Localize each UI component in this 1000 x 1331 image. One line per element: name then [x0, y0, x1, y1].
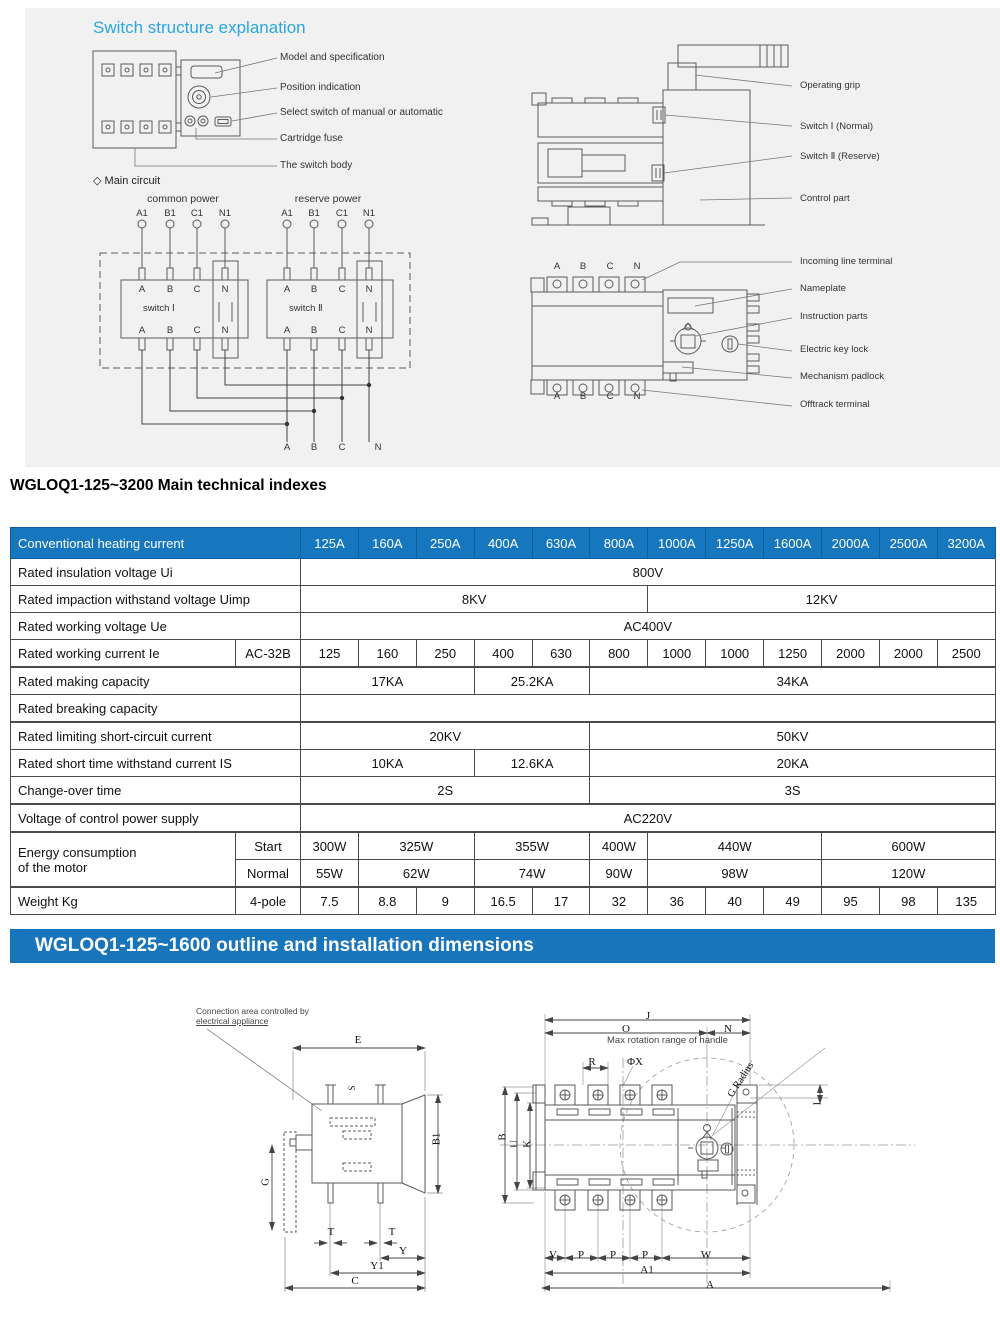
- row-value: 135: [937, 887, 995, 915]
- dim-label-a1: A1: [640, 1264, 654, 1276]
- table-row: [11, 750, 996, 777]
- row-value: 62W: [358, 860, 474, 888]
- row-value: 12.6KA: [474, 750, 590, 777]
- row-value: 25.2KA: [474, 667, 590, 695]
- row-value: 8.8: [358, 887, 416, 915]
- dim-label-v: V: [549, 1249, 557, 1261]
- pole-label: B: [310, 284, 318, 295]
- row-sublabel: Normal: [236, 860, 301, 888]
- panel-terminal-label: C: [606, 261, 614, 272]
- row-value: 20KA: [590, 750, 995, 777]
- outline-section-banner: [10, 929, 995, 963]
- technical-indexes-table: [10, 527, 996, 915]
- dim-label-j: J: [645, 1010, 651, 1022]
- pole-label: B: [166, 284, 174, 295]
- switch-panel-view-diagram: [530, 250, 800, 420]
- table-row: [11, 667, 996, 695]
- pole-label: N: [365, 325, 373, 336]
- table-row: [11, 832, 996, 860]
- max-rotation-note: Max rotation range of handle: [607, 1035, 728, 1046]
- callout-switch-body: The switch body: [280, 160, 353, 171]
- row-value: 12KV: [648, 586, 995, 613]
- dim-label-y: Y: [399, 1245, 407, 1257]
- dim-label-t: T: [388, 1226, 396, 1238]
- terminal-label: N1: [362, 208, 376, 219]
- row-value: 355W: [474, 832, 590, 860]
- dim-label-n: N: [724, 1023, 732, 1035]
- panel-terminal-label: N: [633, 261, 641, 272]
- row-value: 800: [590, 640, 648, 668]
- connection-area-note-line2: electrical appliance: [196, 1016, 269, 1026]
- terminal-label: C1: [335, 208, 349, 219]
- dim-label-k: K: [522, 1140, 534, 1148]
- pole-label: C: [338, 284, 346, 295]
- main-circuit-heading-text: Main circuit: [104, 175, 161, 187]
- dim-label-b1: B1: [431, 1132, 443, 1146]
- callout-operating-grip: Operating grip: [800, 80, 861, 91]
- row-label: Rated limiting short-circuit current: [11, 722, 301, 750]
- row-value: 2S: [301, 777, 590, 805]
- table-row: [11, 722, 996, 750]
- pole-label: N: [221, 284, 229, 295]
- callout-mechanism-padlock: Mechanism padlock: [800, 371, 884, 382]
- row-label: Rated breaking capacity: [11, 695, 301, 723]
- callout-model-spec: Model and specification: [280, 52, 385, 63]
- callout-electric-key-lock: Electric key lock: [800, 344, 869, 355]
- main-circuit-heading: [93, 174, 160, 187]
- dim-label-g: G: [260, 1178, 272, 1186]
- row-value: 250: [416, 640, 474, 668]
- panel-terminal-label: C: [606, 391, 614, 402]
- panel-terminal-label: B: [579, 261, 587, 272]
- table-row: [11, 613, 996, 640]
- pole-label: B: [310, 325, 318, 336]
- row-label: Rated impaction withstand voltage Uimp: [11, 586, 301, 613]
- banner-title: WGLOQ1-125~1600 outline and installation dimensions: [35, 935, 534, 956]
- row-value: 16.5: [474, 887, 532, 915]
- dim-label-g-radius: G Radius: [725, 1060, 757, 1100]
- table-row: [11, 640, 996, 668]
- section-title: Switch structure explanation: [93, 18, 306, 37]
- row-value: 17: [532, 887, 590, 915]
- row-value: 2500: [937, 640, 995, 668]
- row-value: 50KV: [590, 722, 995, 750]
- row-value: AC220V: [301, 804, 996, 832]
- row-label: Change-over time: [11, 777, 301, 805]
- column-header: 1250A: [706, 528, 764, 559]
- table-row: [11, 887, 996, 915]
- dim-label-o: O: [622, 1023, 630, 1035]
- table-row: [11, 695, 996, 723]
- dim-label-r: R: [588, 1056, 596, 1068]
- row-sublabel: Start: [236, 832, 301, 860]
- dim-label-p: P: [609, 1249, 617, 1261]
- row-value: 440W: [648, 832, 822, 860]
- row-value: 34KA: [590, 667, 995, 695]
- row-value: 7.5: [301, 887, 359, 915]
- row-value: 2000: [822, 640, 880, 668]
- row-value: 400W: [590, 832, 648, 860]
- pole-label: A: [138, 325, 146, 336]
- row-label: Rated insulation voltage Ui: [11, 559, 301, 586]
- table-row: [11, 586, 996, 613]
- table-row: [11, 804, 996, 832]
- row-value: 1250: [764, 640, 822, 668]
- dim-label-p: P: [577, 1249, 585, 1261]
- row-value: 325W: [358, 832, 474, 860]
- row-value: 20KV: [301, 722, 590, 750]
- callout-cartridge-fuse: Cartridge fuse: [280, 133, 343, 144]
- switch-side-view-diagram: [530, 35, 800, 235]
- pole-label: N: [221, 325, 229, 336]
- common-power-label: common power: [147, 193, 219, 205]
- column-header: 160A: [358, 528, 416, 559]
- dim-label-c: C: [351, 1275, 359, 1287]
- switch1-name: switch Ⅰ: [143, 303, 175, 314]
- column-header: 630A: [532, 528, 590, 559]
- dim-label-phix: ΦX: [627, 1056, 643, 1068]
- row-value: 95: [822, 887, 880, 915]
- row-value: 10KA: [301, 750, 475, 777]
- pole-label: A: [138, 284, 146, 295]
- panel-terminal-label: A: [553, 261, 561, 272]
- row-value: 90W: [590, 860, 648, 888]
- row-value: 1000: [648, 640, 706, 668]
- dim-label-e: E: [354, 1034, 362, 1046]
- terminal-label: A1: [281, 208, 293, 219]
- output-label: A: [283, 442, 291, 453]
- row-label: Rated making capacity: [11, 667, 301, 695]
- terminal-label: B1: [308, 208, 320, 219]
- row-label: [11, 832, 236, 887]
- row-value: 120W: [822, 860, 996, 888]
- pole-label: A: [283, 325, 291, 336]
- switch2-name: switch Ⅱ: [289, 303, 323, 314]
- terminal-label: N1: [218, 208, 232, 219]
- table-row: [11, 777, 996, 805]
- row-value: 600W: [822, 832, 996, 860]
- row-label: Rated short time withstand current IS: [11, 750, 301, 777]
- row-sublabel: AC-32B: [236, 640, 301, 668]
- column-header: 2000A: [822, 528, 880, 559]
- callout-incoming-terminal: Incoming line terminal: [800, 256, 893, 267]
- dim-label-w: W: [700, 1249, 712, 1261]
- table-header-row: [11, 528, 996, 559]
- dim-label-t: T: [327, 1226, 335, 1238]
- panel-terminal-label: A: [553, 391, 561, 402]
- column-header: 400A: [474, 528, 532, 559]
- row-value: 300W: [301, 832, 359, 860]
- row-value: 2000: [879, 640, 937, 668]
- row-value: 49: [764, 887, 822, 915]
- callout-switch1-normal: Switch Ⅰ (Normal): [800, 121, 874, 132]
- switch-front-view-diagram: [85, 45, 285, 185]
- connection-area-note-line1: Connection area controlled by: [196, 1006, 309, 1016]
- column-header: 3200A: [937, 528, 995, 559]
- callout-offtrack-terminal: Offtrack terminal: [800, 399, 870, 410]
- dim-label-p: P: [641, 1249, 649, 1261]
- row-value: 630: [532, 640, 590, 668]
- pole-label: A: [283, 284, 291, 295]
- main-circuit-diagram: [85, 190, 505, 465]
- row-value: 17KA: [301, 667, 475, 695]
- column-header: 250A: [416, 528, 474, 559]
- row-value: 98W: [648, 860, 822, 888]
- terminal-label: C1: [190, 208, 204, 219]
- row-value: 800V: [301, 559, 996, 586]
- pole-label: C: [338, 325, 346, 336]
- row-value: 74W: [474, 860, 590, 888]
- dim-label-a: A: [706, 1279, 714, 1291]
- outline-drawing-side: [160, 1005, 460, 1300]
- row-label: Rated working current Ie: [11, 640, 236, 668]
- column-header: 800A: [590, 528, 648, 559]
- pole-label: C: [193, 325, 201, 336]
- column-header: 2500A: [879, 528, 937, 559]
- row-value: 3S: [590, 777, 995, 805]
- row-value: 55W: [301, 860, 359, 888]
- row-value: 160: [358, 640, 416, 668]
- row-value: 40: [706, 887, 764, 915]
- row-value: 8KV: [301, 586, 648, 613]
- row-label-line2: of the motor: [18, 859, 88, 875]
- row-value: AC400V: [301, 613, 996, 640]
- dim-label-b: B: [497, 1133, 509, 1141]
- panel-terminal-label: N: [633, 391, 641, 402]
- row-value: 400: [474, 640, 532, 668]
- row-value: [301, 695, 996, 723]
- column-header: 125A: [301, 528, 359, 559]
- header-corner-cell: Conventional heating current: [11, 528, 301, 559]
- column-header: 1000A: [648, 528, 706, 559]
- row-value: 125: [301, 640, 359, 668]
- callout-switch2-reserve: Switch Ⅱ (Reserve): [800, 151, 880, 162]
- row-value: 9: [416, 887, 474, 915]
- column-header: 1600A: [764, 528, 822, 559]
- row-sublabel: 4-pole: [236, 887, 301, 915]
- row-value: 32: [590, 887, 648, 915]
- dim-label-l: L: [812, 1098, 824, 1106]
- callout-instruction-parts: Instruction parts: [800, 311, 868, 322]
- terminal-label: B1: [164, 208, 176, 219]
- callout-position: Position indication: [280, 82, 361, 93]
- row-value: 1000: [706, 640, 764, 668]
- pole-label: C: [193, 284, 201, 295]
- row-value: 36: [648, 887, 706, 915]
- callout-control-part: Control part: [800, 193, 850, 204]
- pole-label: N: [365, 284, 373, 295]
- callout-select-switch: Select switch of manual or automatic: [280, 107, 443, 118]
- output-label: N: [374, 442, 382, 453]
- dim-label-s: S: [347, 1085, 357, 1091]
- row-label-line1: Energy consumption: [18, 844, 137, 860]
- row-label: Voltage of control power supply: [11, 804, 301, 832]
- output-label: C: [338, 442, 346, 453]
- terminal-label: A1: [136, 208, 148, 219]
- reserve-power-label: reserve power: [294, 193, 362, 205]
- dim-label-u: U: [509, 1140, 521, 1148]
- dim-label-y1: Y1: [370, 1260, 384, 1272]
- table-title: WGLOQ1-125~3200 Main technical indexes: [10, 477, 327, 494]
- output-label: B: [310, 442, 318, 453]
- row-value: 98: [879, 887, 937, 915]
- callout-nameplate: Nameplate: [800, 283, 846, 294]
- diamond-icon: ◇: [93, 175, 102, 187]
- row-label: Weight Kg: [11, 887, 236, 915]
- row-label: Rated working voltage Ue: [11, 613, 301, 640]
- panel-terminal-label: B: [579, 391, 587, 402]
- pole-label: B: [166, 325, 174, 336]
- table-row: [11, 559, 996, 586]
